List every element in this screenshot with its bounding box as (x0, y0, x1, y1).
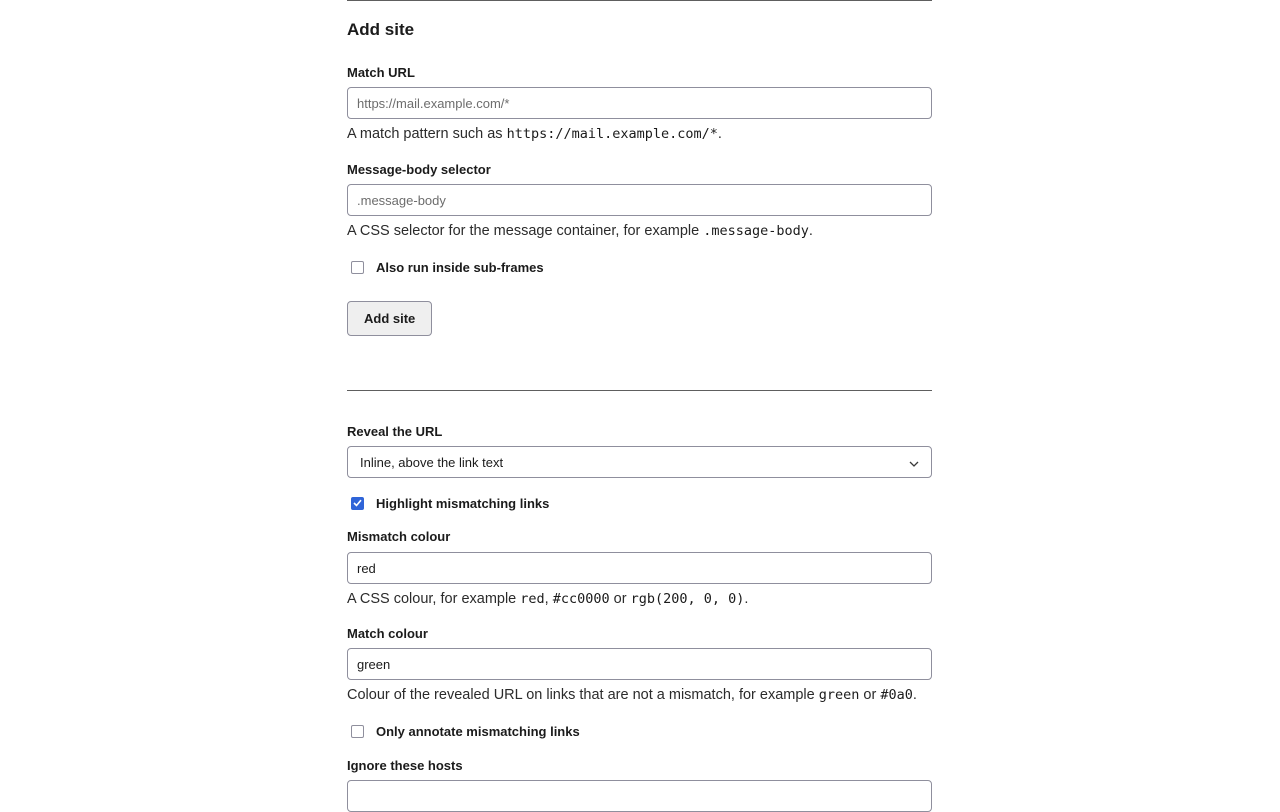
only-mismatch-label: Only annotate mismatching links (376, 723, 580, 739)
highlight-checkbox[interactable] (351, 497, 364, 510)
selector-help: A CSS selector for the message container, for example .message-body. (347, 223, 813, 239)
match-url-input[interactable] (347, 87, 932, 119)
subframes-checkbox[interactable] (351, 261, 364, 274)
only-mismatch-checkbox[interactable] (351, 725, 364, 738)
top-divider (347, 0, 932, 1)
match-url-help: A match pattern such as https://mail.example.com/*. (347, 126, 722, 142)
highlight-label: Highlight mismatching links (376, 495, 550, 511)
selector-label: Message-body selector (347, 162, 491, 177)
only-mismatch-option[interactable] (347, 722, 580, 740)
match-colour-input[interactable] (347, 648, 932, 680)
reveal-label: Reveal the URL (347, 424, 443, 439)
subframes-label: Also run inside sub-frames (376, 259, 544, 275)
subframes-option[interactable] (347, 258, 544, 276)
mismatch-colour-label: Mismatch colour (347, 529, 451, 544)
ignore-hosts-input[interactable] (347, 780, 932, 812)
section-divider (347, 390, 932, 391)
mismatch-colour-input[interactable] (347, 552, 932, 584)
highlight-option[interactable] (347, 494, 549, 512)
reveal-selected-value: Inline, above the link text (360, 454, 504, 470)
reveal-select[interactable] (347, 446, 932, 478)
match-colour-help: Colour of the revealed URL on links that are not a mismatch, for example green or #0a0. (347, 687, 917, 703)
ignore-hosts-label: Ignore these hosts (347, 758, 463, 773)
selector-input[interactable] (347, 184, 932, 216)
match-colour-label: Match colour (347, 626, 428, 641)
mismatch-colour-help: A CSS colour, for example red, #cc0000 or rgb(200, 0, 0). (347, 591, 749, 607)
add-site-button[interactable]: Add site (347, 301, 432, 336)
chevron-down-icon (909, 455, 919, 470)
match-url-label: Match URL (347, 65, 415, 80)
add-site-heading: Add site (347, 20, 415, 39)
checkmark-icon (353, 499, 362, 507)
